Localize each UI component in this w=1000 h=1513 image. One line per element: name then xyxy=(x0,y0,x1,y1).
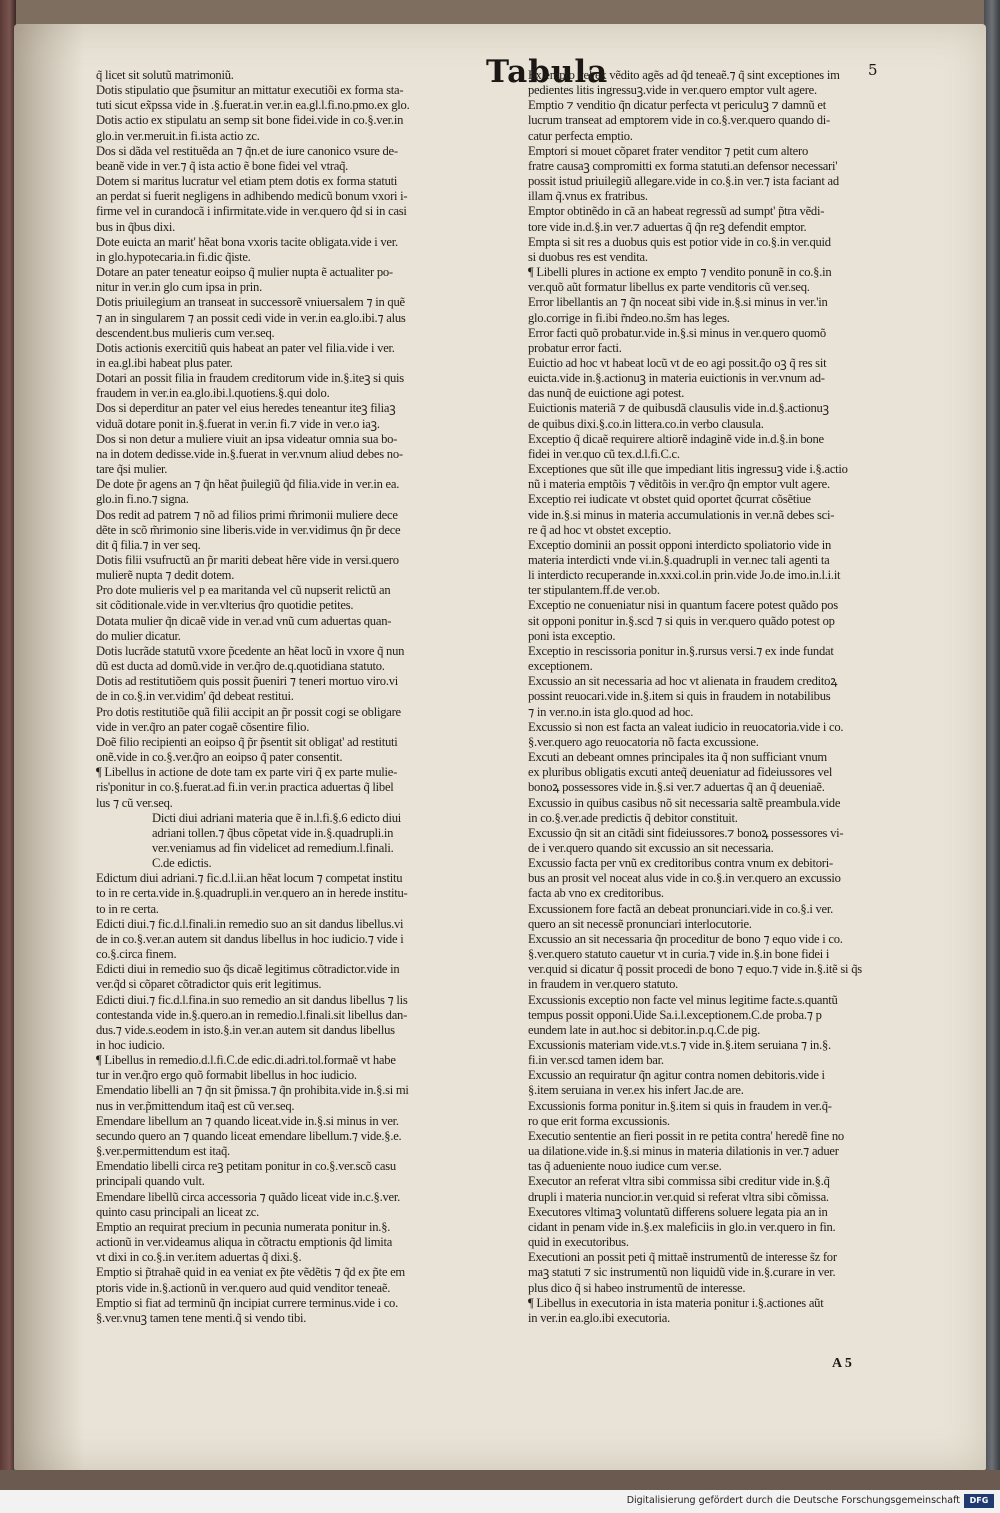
text-line: lus ⁊ cũ ver.seq. xyxy=(96,795,173,810)
text-line: de in co.§.ver.an autem sit dandus libellus in hoc iudicio.⁊ vide i xyxy=(96,931,404,946)
text-line: Dotis actionis exercitiũ quis habeat an pater vel filia.vide i ver. xyxy=(96,340,395,355)
text-line: dũ est ducta ad domũ.vide in ver.q̃ro de.q.quotidiana statuto. xyxy=(96,659,385,674)
text-line: Dotis lucrãde statutũ vxore p̃cedente an hẽat locũ in vxore q̃ nun xyxy=(96,643,405,658)
text-line: fi.in ver.scd tamen idem bar. xyxy=(528,1053,664,1068)
text-line: in ea.gl.ibi habeat plus pater. xyxy=(96,355,233,370)
text-line: Empta si sit res a duobus quis est potior vide in co.§.in ver.quid xyxy=(528,234,831,249)
text-line: Exceptio dominii an possit opponi interdicto spoliatorio vide in xyxy=(528,537,832,552)
text-line: catur perfecta emptio. xyxy=(528,128,633,143)
text-line: probatur error facti. xyxy=(528,340,622,355)
text-line: Dotis ad restitutiõem quis possit p̃ueniri ⁊ teneri mortuo viro.vi xyxy=(96,674,399,689)
text-line: Emptor obtinẽdo in cã an habeat regressũ ad sumpt' p̃tra vẽdi- xyxy=(528,204,825,219)
text-line: Pro dote mulieris vel p ea maritanda vel cũ nupserit relictũ an xyxy=(96,583,391,598)
text-line: quinto casu principali an liceat zc. xyxy=(96,1204,260,1219)
text-line: materia interdicti vnde vi.in.§.quadrupli in ver.nec tali agenti ta xyxy=(528,553,830,567)
text-line: ver.quõ aũt formatur libellus ex parte venditoris cũ ver.seq. xyxy=(528,280,810,295)
text-line: dus.⁊ vide.s.eodem in isto.§.in ver.an autem sit dandus libellus xyxy=(96,1022,395,1037)
text-line: quero an sit necessẽ pronunciari interlocutorie. xyxy=(528,916,752,931)
text-line: ver.veniamus ad fin videlicet ad remedium.l.finali. xyxy=(152,840,394,855)
text-line: eundem late in aut.hoc si debitor.in.p.q.C.de pig. xyxy=(528,1022,760,1037)
text-line: ro que erit forma excussionis. xyxy=(528,1113,670,1128)
text-line: Dotis actio ex stipulatu an semp sit bone fidei.vide in co.§.ver.in xyxy=(96,113,404,128)
text-line: bus in q̃bus dixi. xyxy=(96,219,176,234)
signature-mark: A 5 xyxy=(832,1356,852,1371)
text-line: na in dotem dedisse.vide in.§.fuerat in ver.vnum aliud debes no- xyxy=(96,446,403,461)
text-line: Excussio an sit necessaria ad hoc vt alienata in fraudem creditoꝝ xyxy=(528,674,838,689)
text-line: C.de edictis. xyxy=(152,856,212,871)
text-line: actionũ in ver.videamus aliqua in cõtractu emptionis q̃d limita xyxy=(96,1235,393,1250)
text-line: Excussionis materiam vide.vt.s.⁊ vide in.§.item seruiana ⁊ in.§. xyxy=(528,1038,831,1052)
text-line: Excussio in quibus casibus nõ sit necessaria saltẽ preambula.vide xyxy=(528,795,841,810)
text-line: ¶ Libellus in executoria in ista materia ponitur i.§.actiones aũt xyxy=(528,1295,824,1310)
text-line: re q̃ ad hoc vt obstet exceptio. xyxy=(528,522,671,537)
text-line: Emptio si fiat ad terminũ q̃n incipiat currere terminus.vide i co. xyxy=(96,1295,399,1310)
text-line: adriani tollen.⁊ q̃bus cõpetat vide in.§.quadrupli.in xyxy=(152,825,394,840)
text-line: Excussio an requiratur q̃n agitur contra nomen debitoris.vide i xyxy=(528,1068,825,1083)
text-line: Excussio facta per vnũ ex creditoribus contra vnum ex debitori- xyxy=(528,856,833,871)
text-line: Exceptio q̃ dicaẽ requirere altiorẽ indaginẽ vide in.d.§.in bone xyxy=(528,431,824,446)
book-cover-bottom xyxy=(0,1470,1000,1490)
text-line: fraudem in ver.in ea.glo.ibi.l.quotiens.§.qui dolo. xyxy=(96,386,330,401)
text-line: De dote p̃r agens an ⁊ q̃n hẽat p̃uilegiũ q̃d filia.vide in ver.in ea. xyxy=(96,477,400,492)
text-line: Edictum diui adriani.⁊ fic.d.l.ii.an hẽat locum ⁊ competat institu xyxy=(96,871,403,886)
footer-credit: Digitalisierung gefördert durch die Deutsche Forschungsgemeinschaft xyxy=(626,1495,960,1506)
text-line: ¶ Libellus in remedio.d.l.fi.C.de edic.di.adri.tol.formaẽ vt habe xyxy=(96,1053,396,1068)
text-line: vide in ver.q̃ro an pater cogaẽ cõsentire filio. xyxy=(96,719,310,734)
text-line: Dos si dãda vel restituẽda an ⁊ q̃n.et de iure canonico vsure de- xyxy=(96,143,398,158)
text-line: Emptio ⁊ venditio q̃n dicatur perfecta vt periculuꝫ ⁊ damnũ et xyxy=(528,98,826,113)
text-line: dit q̃ filia.⁊ in ver seq. xyxy=(96,537,201,552)
text-line: Dotata mulier q̃n dicaẽ vide in ver.ad vnũ cum aduertas quan- xyxy=(96,613,392,628)
text-line: Euictio ad hoc vt habeat locũ vt de eo agi possit.q̃o oꝫ q̃ res sit xyxy=(528,355,827,370)
text-line: in ver.in ea.glo.ibi executoria. xyxy=(528,1310,671,1325)
text-line: de quibus dixi.§.co.in littera.co.in verbo clausula. xyxy=(528,416,764,431)
text-line: Exceptio ne conueniatur nisi in quantum facere potest quãdo pos xyxy=(528,598,838,613)
text-line: quid in executoribus. xyxy=(528,1235,629,1250)
text-line: to in re certa.vide in.§.quadrupli.in ver.quero an in herede institu- xyxy=(96,886,408,901)
text-line: Dicti diui adriani materia que ẽ in.l.fi.§.6 edicto diui xyxy=(152,810,401,825)
text-line: tas q̃ adueniente nouo iudice cum ver.se. xyxy=(528,1159,722,1174)
text-line: de in co.§.in ver.vidim' q̃d debeat restitui. xyxy=(96,689,294,704)
text-line: to in re certa. xyxy=(96,901,159,916)
text-line: Emptori si mouet cõparet frater venditor ⁊ petit cum altero xyxy=(528,143,809,158)
text-line: ver.q̃d si cõparet cõtradictor quis erit legitimus. xyxy=(96,977,322,992)
text-line: dẽte in scõ m̃rimonio sine liberis.vide in ver.vidimus q̃n p̃r dece xyxy=(96,522,401,537)
text-line: ⁊ an in singularem ⁊ an possit cedi vide in ver.in ea.glo.ibi.⁊ alus xyxy=(96,310,406,325)
text-line: sit opponi ponitur in.§.scd ⁊ si quis in ver.quero quãdo potest op xyxy=(528,613,835,628)
text-line: glo.corrige in fi.ibi r̃ndeo.no.s̃m has leges. xyxy=(528,310,730,325)
text-line: Error facti quõ probatur.vide in.§.si minus in ver.quero quomõ xyxy=(528,325,826,340)
dfg-logo[interactable]: DFG xyxy=(964,1494,994,1508)
text-line: bus an prosit vel noceat alus vide in co.§.in ver.quero an excussio xyxy=(528,871,841,886)
text-line: contestanda vide in.§.quero.an in remedio.l.finali.sit libellus dan- xyxy=(96,1007,408,1022)
text-line: tempus possit opponi.Uide Sa.i.l.exceptionem.C.de proba.⁊ p xyxy=(528,1007,822,1022)
text-line: ptoris vide in.§.actionũ in ver.quero aud quid venditor teneaẽ. xyxy=(96,1280,391,1295)
text-line: Excussionis exceptio non facte vel minus legitime facte.s.quantũ xyxy=(528,992,838,1007)
text-line: Exceptio rei iudicate vt obstet quid oportet q̃currat cõsẽtiue xyxy=(528,492,811,507)
page-title: Tabula xyxy=(486,54,609,90)
text-line: Executor an referat vltra sibi commissa sibi creditur vide in.§.q̃ xyxy=(528,1174,830,1189)
book-cover-right xyxy=(984,0,1000,1490)
text-line: facta ab vno ex creditoribus. xyxy=(528,886,664,901)
text-line: viduã dotare ponit in.§.fuerat in ver.in fi.⁊ vide in ver.o iaꝫ. xyxy=(96,416,380,431)
text-line: li interdicto recuperande in.xxxi.col.in prin.vide Jo.de imo.in.l.i.it xyxy=(528,568,841,583)
text-line: das nunq̃ de euictione agi potest. xyxy=(528,386,685,401)
text-line: §.ver.quero ago reuocatoria nõ facta excussione. xyxy=(528,734,759,749)
text-line: co.§.circa finem. xyxy=(96,947,177,962)
text-line: exceptionem. xyxy=(528,659,593,674)
text-line: nitur in ver.in glo cum ipsa in prin. xyxy=(96,280,262,295)
text-line: lucrum transeat ad emptorem vide in co.§.ver.quero quando di- xyxy=(528,113,830,128)
text-line: Executores vltimaꝫ voluntatũ differens soluere legata pia an in xyxy=(528,1204,828,1219)
text-line: vide in.§.si minus in materia accumulationis in ver.nã debes sci- xyxy=(528,507,835,522)
text-line: ex pluribus obligatis excuti anteq̃ deueniatur ad fideiussores vel xyxy=(528,765,833,780)
text-line: pedientes litis ingressuꝫ.vide in ver.quero emptor vult agere. xyxy=(528,83,817,98)
text-line: Emptio an requirat precium in pecunia numerata ponitur in.§. xyxy=(96,1219,391,1234)
text-line: illam q̃.vnus ex fratribus. xyxy=(528,189,648,204)
page-gutter-shadow xyxy=(14,24,84,1470)
text-line: ris'ponitur in co.§.fuerat.ad fi.in ver.in practica aduertas q̃ libel xyxy=(96,780,394,795)
text-line: glo.in fi.no.⁊ signa. xyxy=(96,492,189,507)
text-line: tur in ver.q̃ro ergo quõ formabit libellus in hoc iudicio. xyxy=(96,1068,357,1083)
text-line: Excuti an debeant omnes principales ita q̃ non sufficiant vnum xyxy=(528,750,827,765)
text-line: vt dixi in co.§.in ver.item aduertas q̃ dixi.§. xyxy=(96,1250,302,1265)
text-line: §.ver.vnuꝫ tamen tene menti.q̃ si vendo tibi. xyxy=(96,1310,307,1325)
text-line: possit istud priuilegiũ allegare.vide in co.§.in ver.⁊ ista faciant ad xyxy=(528,174,839,189)
text-line: ver.quid si dicatur q̃ possit procedi de bono ⁊ equo.⁊ vide in.§.itẽ si q̃s xyxy=(528,962,862,977)
text-line: Dos si deperditur an pater vel eius heredes teneantur iteꝫ filiaꝫ xyxy=(96,401,396,416)
text-line: §.item seruiana in ver.ex his infert Jac.de are. xyxy=(528,1083,744,1098)
text-line: fratre causaꝫ compromitti ex forma statuti.an defensor necessari' xyxy=(528,158,838,173)
text-line: sit cõditionale.vide in ver.vlterius q̃ro quotidie petites. xyxy=(96,598,354,613)
text-line: in hoc iudicio. xyxy=(96,1038,165,1052)
text-line: q̃ licet sit solutũ matrimoniũ. xyxy=(96,68,234,82)
text-line: principali quando vult. xyxy=(96,1174,205,1189)
text-line: nus in ver.p̃mittendum itaq̃ est cũ ver.seq. xyxy=(96,1098,295,1113)
text-line: Emendare libellũ circa accessoria ⁊ quãdo liceat vide in.c.§.ver. xyxy=(96,1189,401,1204)
text-line: Dotem si maritus lucratur vel etiam ptem dotis ex forma statuti xyxy=(96,174,398,189)
text-line: Dotari an possit filia in fraudem creditorum vide in.§.iteꝫ si quis xyxy=(96,371,404,386)
text-line: Excussio si non est facta an valeat iudicio in reuocatoria.vide i co. xyxy=(528,719,844,734)
text-line: Dotare an pater teneatur eoipso q̃ mulier nupta ẽ actualiter po- xyxy=(96,265,393,280)
text-line: Euictionis materiã ⁊ de quibusdã clausulis vide in.d.§.actionuꝫ xyxy=(528,401,829,416)
text-line: Pro dotis restitutiõe quã filii accipit an p̃r possit cogi se obligare xyxy=(96,704,401,719)
text-line: Emendare libellum an ⁊ quando liceat.vide in.§.si minus in ver. xyxy=(96,1113,399,1128)
text-line: bonoꝝ possessores vide in.§.si ver.⁊ aduertas q̃ an q̃ deueniaẽ. xyxy=(528,780,825,795)
text-line: ⁊ in ver.no.in ista glo.quod ad hoc. xyxy=(528,704,694,719)
text-line: descendent.bus mulieris cum ver.seq. xyxy=(96,325,275,340)
text-line: do mulier dicatur. xyxy=(96,628,181,643)
text-line: Dote euicta an marit' hẽat bona vxoris tacite obligata.vide i ver. xyxy=(96,234,398,249)
text-line: Edicti diui.⁊ fic.d.l.finali.in remedio suo an sit dandus libellus.vi xyxy=(96,916,404,931)
text-line: onẽ.vide in co.§.ver.q̃ro an eoipso q̃ pater consentit. xyxy=(96,750,343,765)
right-text-column xyxy=(528,68,921,1326)
footer-bar xyxy=(0,1490,1000,1513)
text-line: possint reuocari.vide in.§.item si quis in fraudem in notabilibus xyxy=(528,689,831,704)
text-line: fidei in ver.quo cũ tex.d.l.fi.C.c. xyxy=(528,446,680,461)
page-number: 5 xyxy=(868,61,878,79)
text-line: Dotis priuilegium an transeat in successorẽ vniuersalem ⁊ in quẽ xyxy=(96,295,405,310)
text-line: beanẽ vide in ver.⁊ q̃ ista actio ẽ bone fidei vel vtraq̃. xyxy=(96,158,349,173)
text-line: Emptio si p̃trahaẽ quid in ea veniat ex p̃te vẽdẽtis ⁊ q̃d ex p̃te em xyxy=(96,1265,405,1280)
text-line: Dotis stipulatio que p̃sumitur an mittatur executiõi ex forma sta- xyxy=(96,83,404,98)
text-line: Error libellantis an ⁊ q̃n noceat sibi vide in.§.si minus in ver.'in xyxy=(528,295,828,310)
text-line: ter stipulantem.ff.de ver.ob. xyxy=(528,583,660,598)
text-line: tore vide in.d.§.in ver.⁊ aduertas q̃ q̃n reꝫ defendit emptor. xyxy=(528,219,807,234)
text-line: Ex empto vel ex vẽdito agẽs ad q̃d teneaẽ.⁊ q̃ sint exceptiones im xyxy=(528,68,840,82)
text-line: an perdat si fuerit negligens in adhibendo medicũ bonum vxori i- xyxy=(96,189,408,204)
left-text-column xyxy=(96,68,488,1326)
text-line: tare q̃si mulier. xyxy=(96,462,168,477)
text-line: in fraudem in ver.quero statuto. xyxy=(528,977,679,992)
text-line: Executio sententie an fieri possit in re petita contra' heredẽ fine no xyxy=(528,1128,844,1143)
text-line: drupli i materia nuncior.in ver.quid si referat vltra sibi cõmissa. xyxy=(528,1189,829,1204)
text-line: Exceptiones que sũt ille que impediant litis ingressuꝫ vide i.§.actio xyxy=(528,462,848,477)
text-line: ¶ Libellus in actione de dote tam ex parte viri q̃ ex parte mulie- xyxy=(96,765,398,780)
text-line: si duobus res est vendita. xyxy=(528,249,648,264)
text-line: ¶ Libelli plures in actione ex empto ⁊ vendito ponunẽ in co.§.in xyxy=(528,265,832,280)
text-line: ua dilatione.vide in.§.si minus in materia dilationis in ver.⁊ aduer xyxy=(528,1144,839,1159)
text-line: in co.§.ver.ade predictis q̃ debitor constituit. xyxy=(528,810,738,825)
text-line: §.ver.permittendum est itaq̃. xyxy=(96,1144,230,1159)
text-line: Excussio an sit necessaria q̃n proceditur de bono ⁊ equo vide i co. xyxy=(528,931,843,946)
text-line: Emendatio libelli circa reꝫ petitam ponitur in co.§.ver.scõ casu xyxy=(96,1159,396,1174)
text-line: Excussionem fore factã an debeat pronunciari.vide in co.§.i ver. xyxy=(528,901,834,916)
text-line: Doẽ filio recipienti an eoipso q̃ p̃r p̃sentit sit obligat' ad restituti xyxy=(96,734,398,749)
text-line: Executioni an possit peti q̃ mittaẽ instrumentũ de interesse s̃z for xyxy=(528,1250,837,1265)
text-line: secundo quero an ⁊ quando liceat emendare libellum.⁊ vide.§.e. xyxy=(96,1128,402,1143)
text-line: Dos si non detur a muliere viuit an ipsa videatur omnia sua bo- xyxy=(96,431,398,446)
text-line: glo.in ver.meruit.in fi.ista actio zc. xyxy=(96,128,260,143)
text-line: Dos redit ad patrem ⁊ nõ ad filios primi m̃rimonii muliere dece xyxy=(96,507,398,522)
text-line: §.ver.quero statuto cauetur vt in curia.⁊ vide in.§.in bone fidei i xyxy=(528,947,830,962)
text-line: firme vel in curandocã i infirmitate.vide in ver.quero q̃d si in casi xyxy=(96,204,407,219)
text-line: mulierẽ nupta ⁊ dedit dotem. xyxy=(96,568,235,583)
text-line: nũ i materia emptõis ⁊ vẽditõis in ver.q̃ro q̃n emptor vult agere. xyxy=(528,477,830,492)
text-line: euicta.vide in.§.actionuꝫ in materia euictionis in ver.vnum ad- xyxy=(528,371,825,386)
text-line: Excussio q̃n sit an citãdi sint fideiussores.⁊ bonoꝝ possessores vi- xyxy=(528,825,844,840)
text-line: Excussionis forma ponitur in.§.item si quis in fraudem in ver.q̃- xyxy=(528,1098,832,1113)
text-line: in glo.hypotecaria.in fi.dic q̃iste. xyxy=(96,249,251,264)
text-line: Edicti diui.⁊ fic.d.l.fina.in suo remedio an sit dandus libellus ⁊ lis xyxy=(96,992,408,1007)
text-line: de i ver.quero quando sit excussio an sit necessaria. xyxy=(528,840,774,855)
text-line: poni ista exceptio. xyxy=(528,628,616,643)
text-line: Edicti diui in remedio suo q̃s dicaẽ legitimus cõtradictor.vide in xyxy=(96,962,400,977)
text-line: plus dico q̃ si habeo instrumentũ de interesse. xyxy=(528,1280,746,1295)
text-line: Dotis filii vsufructũ an p̃r mariti debeat hẽre vide in versi.quero xyxy=(96,553,399,567)
text-line: cidant in penam vide in.§.ex maleficiis in glo.in ver.quero in fin. xyxy=(528,1219,836,1234)
text-line: maꝫ statuti ⁊ sic instrumentũ non liquidũ vide in.§.curare in ver. xyxy=(528,1265,836,1280)
text-line: Emendatio libelli an ⁊ q̃n sit p̃missa.⁊ q̃n prohibita.vide in.§.si mi xyxy=(96,1083,409,1098)
text-line: Exceptio in rescissoria ponitur in.§.rursus versi.⁊ ex inde fundat xyxy=(528,643,834,658)
text-line: tuti sicut ex̃pssa vide in .§.fuerat.in ver.in ea.gl.l.fi.no.pmo.ex glo. xyxy=(96,98,410,113)
